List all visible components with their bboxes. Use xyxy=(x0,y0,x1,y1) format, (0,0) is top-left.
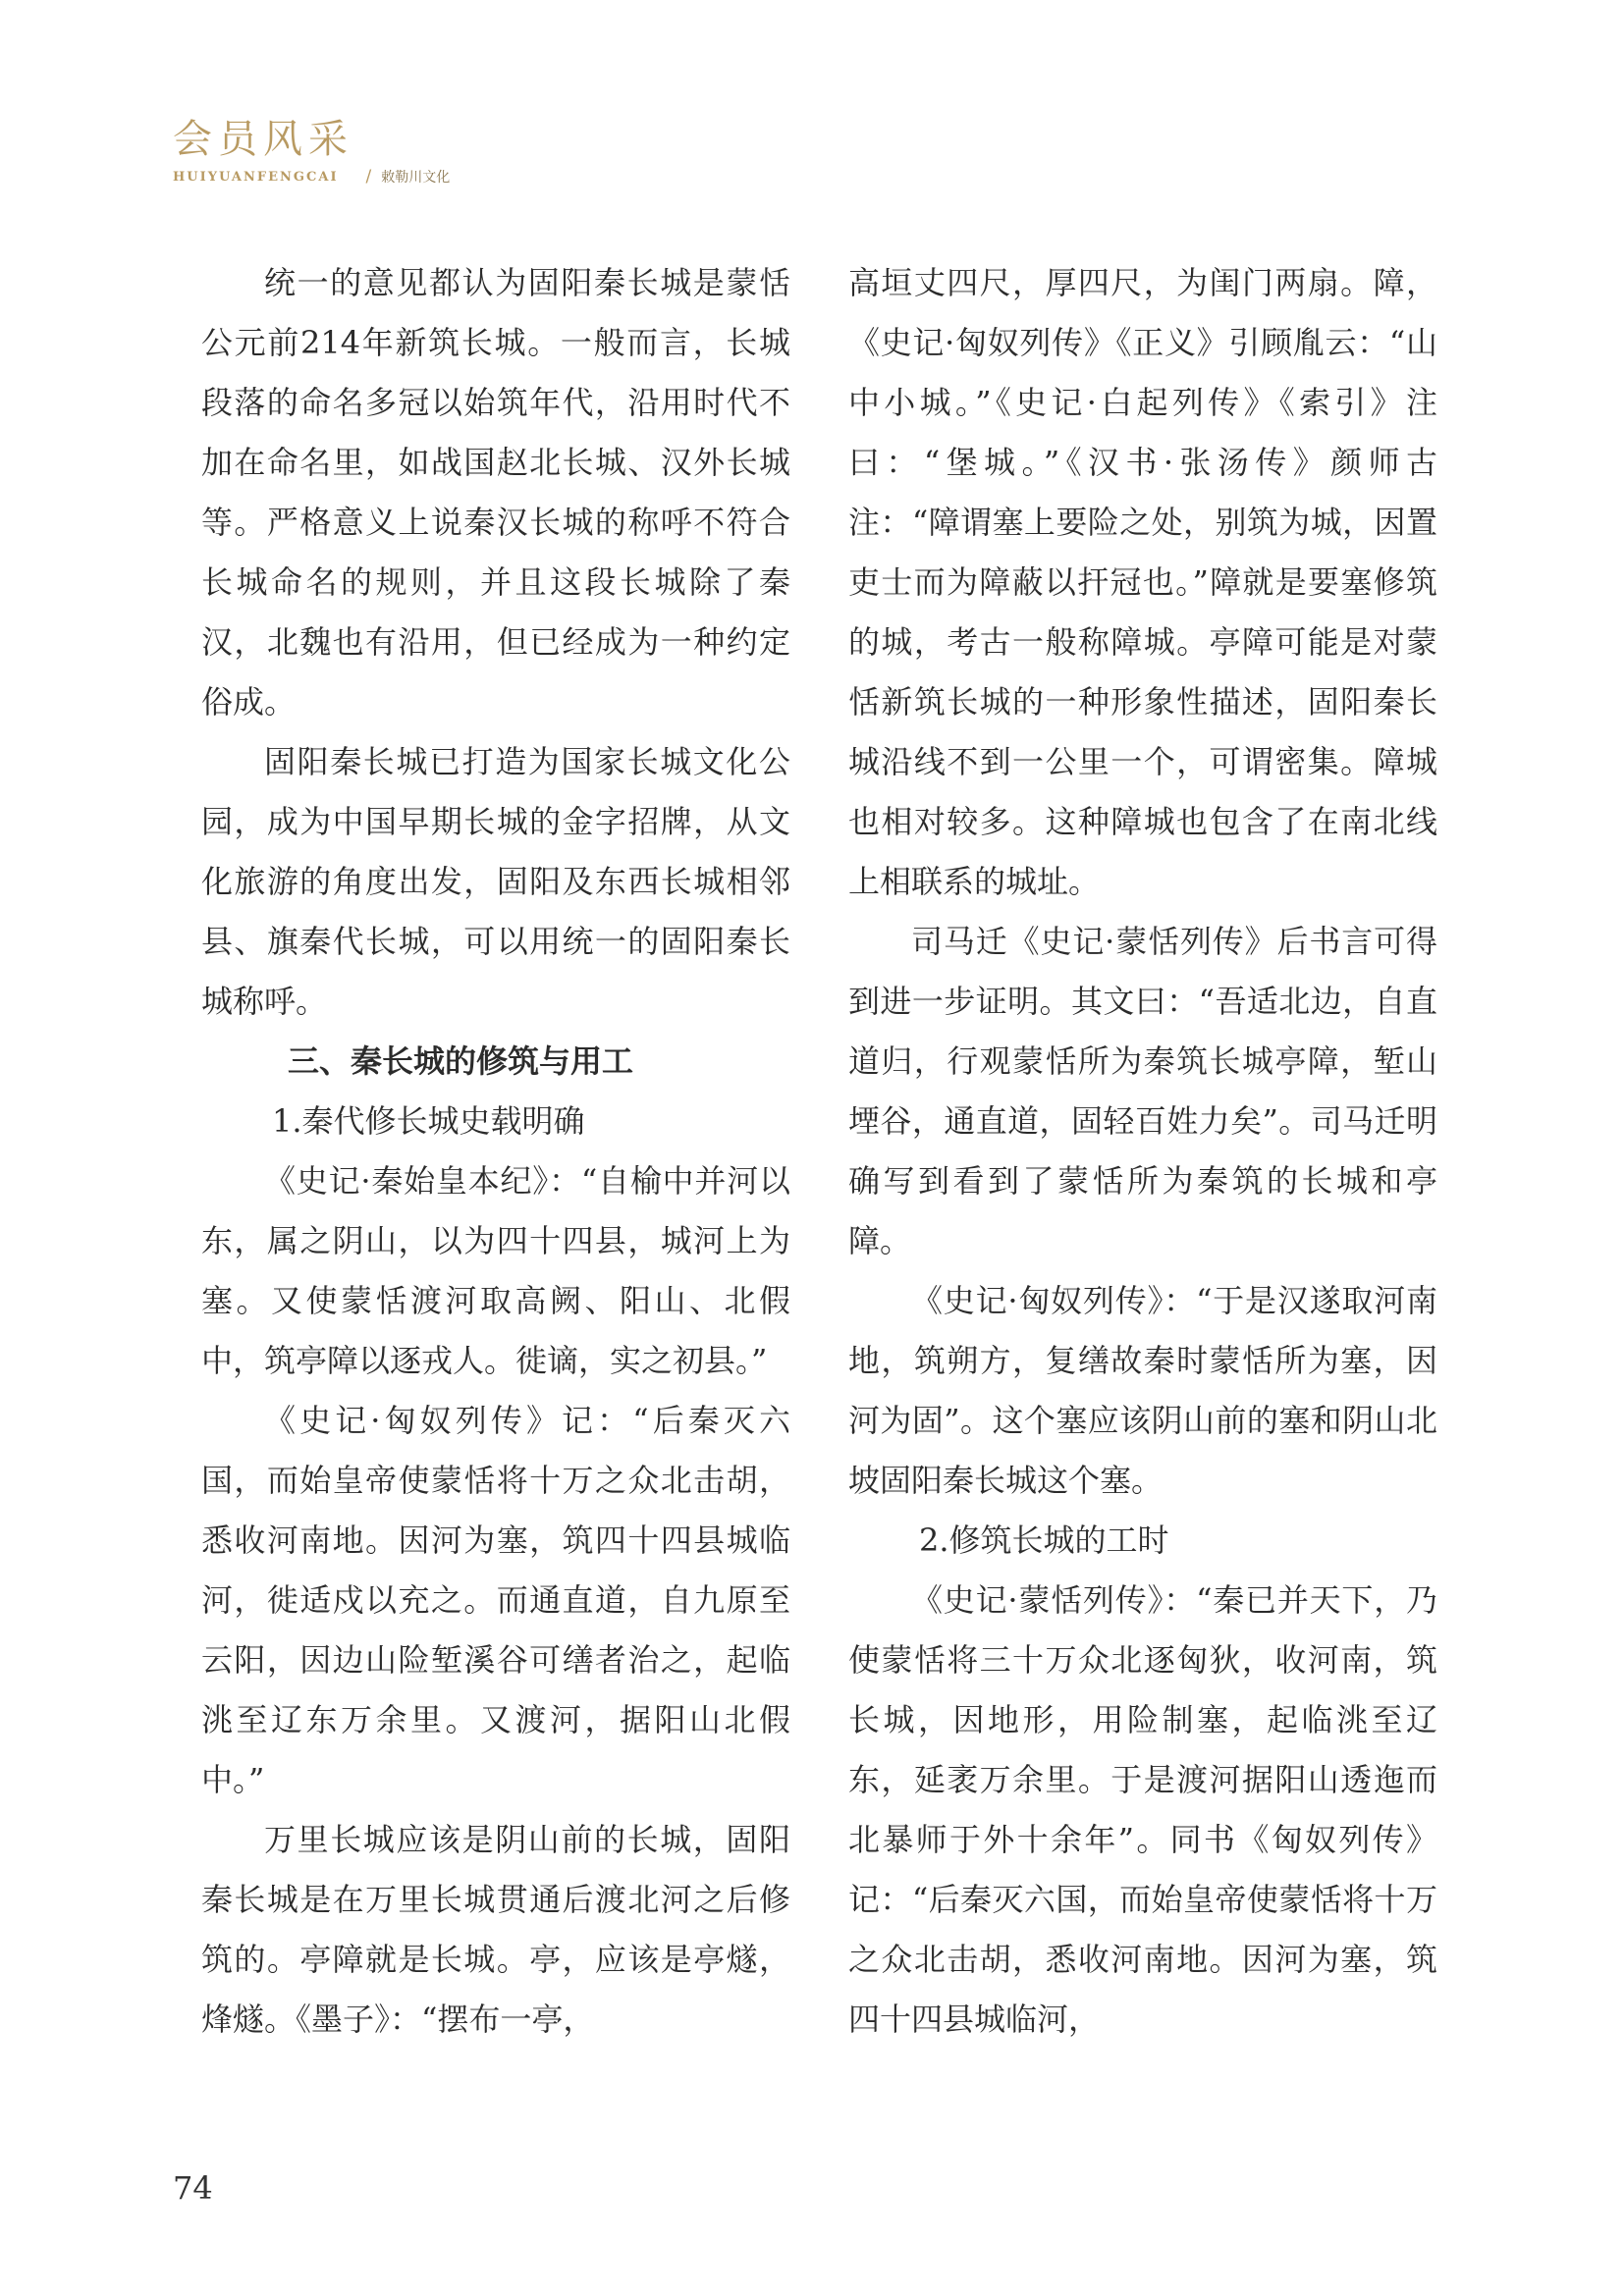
paragraph: 《史记·秦始皇本纪》：“自榆中并河以东，属之阴山，以为四十四县，城河上为塞。又使蒙恬渡河取高阙、阳山、北假中，筑亭障以逐戎人。徙谪，实之初县。” xyxy=(201,1162,790,1379)
paragraph: 《史记·蒙恬列传》：“秦已并天下，乃使蒙恬将三十万众北逐匈狄，收河南，筑长城，因地形，用险制塞，起临洮至辽东，延袤万余里。于是渡河据阳山透迤而北暴师于外十余年”。同书《匈奴列传》记：“后秦灭六国，而始皇帝使蒙恬将十万之众北击胡，悉收河南地。因河为塞，筑四十四县城临河， xyxy=(848,1581,1437,2038)
paragraph: 统一的意见都认为固阳秦长城是蒙恬公元前214年新筑长城。一般而言，长城段落的命名多冠以始筑年代，沿用时代不加在命名里，如战国赵北长城、汉外长城等。严格意义上说秦汉长城的称呼不符合长城命名的规则，并且这段长城除了秦汉，北魏也有沿用，但已经成为一种约定俗成。 xyxy=(201,264,790,721)
column-title: 会员风采 xyxy=(173,117,353,162)
paragraph: 《史记·匈奴列传》记：“后秦灭六国，而始皇帝使蒙恬将十万之众北击胡，悉收河南地。因河为塞，筑四十四县城临河，徙适戍以充之。而通直道，自九原至云阳，因边山险堑溪谷可缮者治之，起临洮至辽东万余里。又渡河，据阳山北假中。” xyxy=(201,1402,790,1798)
slash-divider-icon: / xyxy=(365,167,372,187)
paragraph-continued: 高垣丈四尺，厚四尺，为闺门两扇。障，《史记·匈奴列传》《正义》引顾胤云：“山中小城。”《史记·白起列传》《索引》注曰：“堡城。”《汉书·张汤传》颜师古注：“障谓塞上要险之处，别筑为城，因置吏士而为障蔽以扞冠也。”障就是要塞修筑的城，考古一般称障城。亭障可能是对蒙恬新筑长城的一种形象性描述，固阳秦长城沿线不到一公里一个，可谓密集。障城也相对较多。这种障城也包含了在南北线上相联系的城址。 xyxy=(848,264,1437,900)
paragraph: 固阳秦长城已打造为国家长城文化公园，成为中国早期长城的金字招牌，从文化旅游的角度出发，固阳及东西长城相邻县、旗秦代长城，可以用统一的固阳秦长城称呼。 xyxy=(201,743,790,1020)
column-pinyin: HUIYUANFENGCAI xyxy=(173,169,339,185)
paragraph: 万里长城应该是阴山前的长城，固阳秦长城是在万里长城贯通后渡北河之后修筑的。亭障就是长城。亭，应该是亭燧，烽燧。《墨子》：“摆布一亭， xyxy=(201,1821,790,2038)
right-column xyxy=(848,253,1437,2050)
paragraph: 《史记·匈奴列传》：“于是汉遂取河南地，筑朔方，复缮故秦时蒙恬所为塞，因河为固”。这个塞应该阴山前的塞和阴山北坡固阳秦长城这个塞。 xyxy=(848,1282,1437,1499)
section-heading: 三、秦长城的修筑与用工 xyxy=(288,1042,634,1080)
subsection-heading: 2.修筑长城的工时 xyxy=(919,1522,1169,1559)
header-subline xyxy=(173,167,450,187)
paragraph: 司马迁《史记·蒙恬列传》后书言可得到进一步证明。其文曰：“吾适北边，自直道归，行观蒙恬所为秦筑长城亭障，堑山堙谷，通直道，固轻百姓力矣”。司马迁明确写到看到了蒙恬所为秦筑的长城和亭障。 xyxy=(848,923,1437,1259)
section-name: 敕勒川文化 xyxy=(381,170,451,186)
page-number: 74 xyxy=(173,2169,213,2207)
left-column xyxy=(201,253,790,2050)
page-header xyxy=(173,116,450,187)
subsection-heading: 1.秦代修长城史载明确 xyxy=(272,1102,585,1140)
